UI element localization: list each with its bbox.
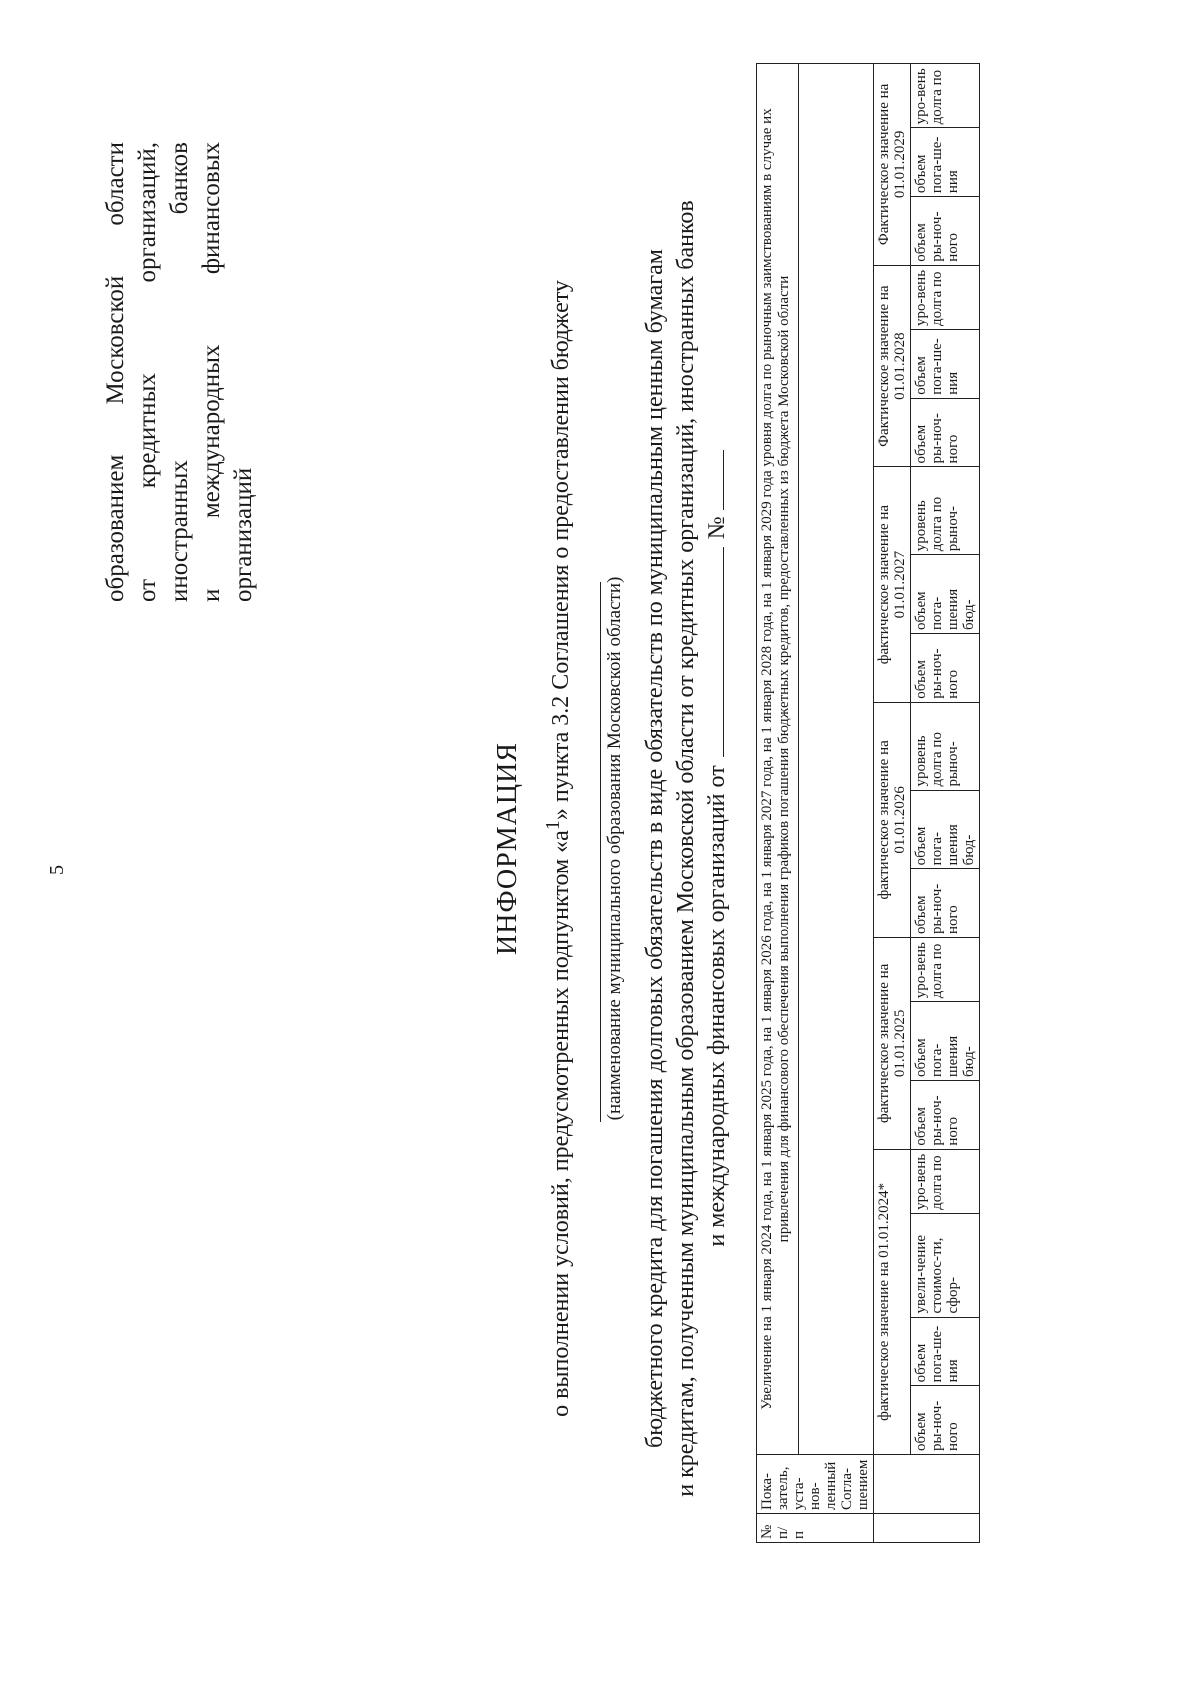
- subheader-cell: уро-вень долга по: [911, 64, 980, 128]
- info-table: [756, 63, 980, 1543]
- subheader-cell: объем пога-ше-ния: [911, 329, 980, 398]
- subheader-cell: объем пога-шения бюд-: [911, 1002, 980, 1081]
- subheader-cell: объем пога-ше-ния: [911, 1317, 980, 1386]
- subheader-cell: объем ры-ноч-ного: [911, 398, 980, 467]
- header-line: от кредитных организаций,: [134, 142, 161, 602]
- municipality-caption: (наименование муниципального образования Московской области): [604, 576, 625, 1121]
- header-line: образованием Московской области: [102, 142, 129, 602]
- header-block: [100, 142, 260, 602]
- header-line: организаций: [230, 467, 257, 602]
- group-header-2027: фактическое значение на 01.01.2027: [874, 467, 911, 702]
- subheader-cell: объем ры-ноч-ного: [911, 197, 980, 266]
- superscript-1: 1: [542, 820, 564, 831]
- note-spacer: [799, 64, 874, 1455]
- header-line: и международных финансовых: [198, 142, 225, 602]
- title-line-4: и международных финансовых организаций от№: [704, 0, 731, 1697]
- subheader-cell: уро-вень долга по: [911, 265, 980, 329]
- date-blank: [705, 547, 724, 757]
- subheader-cell: уровень долга по рыноч-: [911, 467, 980, 555]
- municipality-blank-line: [600, 582, 601, 1122]
- title-line-1: о выполнении условий, предусмотренных подпунктом «$а^1$» пункта 3.2 Соглашения о предоставлении бюджету: [542, 280, 574, 1417]
- header-line: иностранных банков: [166, 142, 193, 602]
- header-indicator: Пока-затель, уста-нов-ленный Согла-шением: [757, 1455, 874, 1514]
- subheader-cell: уро-вень долга по: [911, 938, 980, 1002]
- number-blank: [705, 450, 724, 510]
- info-table-container: [756, 63, 980, 1543]
- subheader-cell: объем пога-шения бюд-: [911, 790, 980, 869]
- subheader-cell: увели-чение стоимос-ти, сфор-: [911, 1213, 980, 1317]
- subheader-cell: объем ры-ноч-ного: [911, 1386, 980, 1455]
- group-header-2024: фактическое значение на 01.01.2024*: [874, 1149, 911, 1454]
- subheader-cell: объем пога-шения бюд-: [911, 555, 980, 634]
- header-no: № п/ п: [757, 1514, 874, 1543]
- subheader-cell: уровень долга по рыноч-: [911, 702, 980, 790]
- title-line-2: бюджетного кредита для погашения долговых обязательств в виде обязательств по муниципальным ценным бумагам: [642, 249, 668, 1448]
- empty-cell: [874, 1514, 980, 1543]
- group-header-2026: фактическое значение на 01.01.2026: [874, 702, 911, 937]
- group-header-2025: фактическое значение на 01.01.2025: [874, 938, 911, 1150]
- page-number: 5: [46, 865, 68, 875]
- subheader-cell: объем ры-ноч-ного: [911, 1080, 980, 1149]
- group-header-2029: Фактическое значение на 01.01.2029: [874, 64, 911, 266]
- subheader-cell: уро-вень долга по: [911, 1149, 980, 1213]
- title-line-3: и кредитам, полученным муниципальным образованием Московской области от кредитных организаций, иностранных банков: [673, 200, 699, 1497]
- document-title: ИНФОРМАЦИЯ: [492, 742, 523, 955]
- group-header-2028: Фактическое значение на 01.01.2028: [874, 265, 911, 467]
- subheader-cell: объем ры-ноч-ного: [911, 869, 980, 938]
- subheader-cell: объем ры-ноч-ного: [911, 634, 980, 703]
- empty-cell: [874, 1455, 980, 1514]
- subheader-cell: объем пога-ше-ния: [911, 128, 980, 197]
- increase-note: Увеличение на 1 января 2024 года, на 1 января 2025 года, на 1 января 2026 года, на 1 января 2027 года, на 1 января 2028 года, на 1 января 2029 года уровня долга по рыночным заимствованиям в случае их привлечения для финансового обеспечения выполнения графиков погашения бюджетных кредитов, предоставленных из бюджета Московской области: [757, 64, 799, 1455]
